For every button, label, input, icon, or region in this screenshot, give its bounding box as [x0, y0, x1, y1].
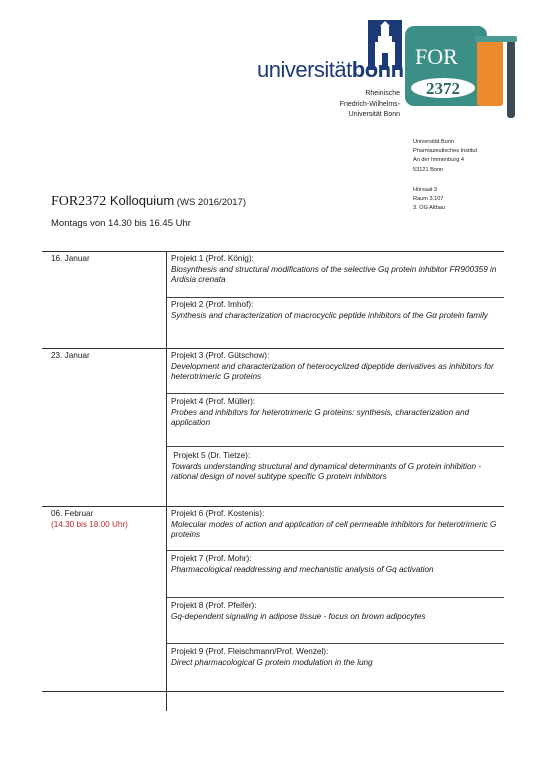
project-entry — [171, 509, 501, 541]
table-rule-date — [42, 506, 504, 507]
wordmark-bold: bonn — [351, 57, 404, 82]
project-entry — [171, 554, 501, 575]
project-topic: Towards understanding structural and dynamical determinants of G protein inhibition - rational design of novel subtype specific G protein inhibitors — [171, 461, 482, 482]
schedule-date — [51, 254, 90, 265]
project-topic: Pharmacological readdressing and mechanistic analysis of Gq activation — [171, 564, 434, 574]
table-rule-date — [42, 348, 504, 349]
university-wordmark — [257, 58, 404, 82]
address-block — [413, 138, 477, 175]
page-subtitle: Montags von 14.30 bis 16.45 Uhr — [51, 218, 191, 229]
address-line: An der Immenburg 4 — [413, 157, 464, 164]
table-rule-inner — [166, 643, 504, 644]
project-topic: Molecular modes of action and application of cell permeable inhibitors for heterotrimeric G proteins — [171, 519, 497, 540]
address-line: Pharmazeutisches Institut — [413, 148, 478, 155]
project-heading: Projekt 2 (Prof. Imhof): — [171, 300, 254, 309]
for2372-logo — [405, 26, 523, 120]
date-time-note: (14.30 bis 18.00 Uhr) — [51, 519, 128, 529]
table-rule-bottom — [42, 691, 504, 692]
university-bonn-logo — [252, 20, 408, 82]
table-rule-inner — [166, 446, 504, 447]
title-semester: (WS 2016/2017) — [174, 197, 246, 208]
project-topic: Gq-dependent signaling in adipose tissue - focus on brown adipocytes — [171, 611, 426, 621]
schedule-date — [51, 509, 128, 530]
project-heading: Projekt 7 (Prof. Mohr): — [171, 554, 252, 563]
title-kolloquium: Kolloquium — [106, 193, 175, 208]
table-rule-inner — [166, 550, 504, 551]
table-rule-inner — [166, 597, 504, 598]
date-label: 16. Januar — [51, 254, 90, 263]
project-topic: Development and characterization of heterocyclized dipeptide derivatives as inhibitors for heterotrimeric G proteins — [171, 361, 494, 382]
address-line: Universität Bonn — [413, 139, 455, 145]
project-heading: Projekt 5 (Dr. Tietze): — [171, 451, 251, 460]
for-logo-top-text: FOR — [415, 44, 458, 69]
room-line: 3. OG Altbau — [413, 205, 446, 212]
project-entry — [171, 601, 501, 622]
page-title — [51, 192, 246, 210]
project-heading: Projekt 3 (Prof. Gütschow): — [171, 351, 270, 360]
table-rule-top — [42, 251, 504, 252]
university-subtitle — [340, 89, 400, 121]
project-entry — [171, 254, 501, 286]
university-sub-line: Friedrich-Wilhelms- — [339, 100, 400, 108]
project-topic: Direct pharmacological G protein modulation in the lung — [171, 657, 373, 667]
project-heading: Projekt 6 (Prof. Kostenis): — [171, 509, 265, 518]
address-line: 53121 Bonn — [413, 166, 444, 173]
table-rule-inner — [166, 297, 504, 298]
project-entry — [171, 647, 501, 668]
schedule-date — [51, 351, 90, 362]
title-for: FOR2372 — [51, 194, 107, 209]
project-heading: Projekt 9 (Prof. Fleischmann/Prof. Wenzel): — [171, 647, 329, 656]
project-heading: Projekt 1 (Prof. König): — [171, 254, 254, 263]
room-line: Hörsaal 3 — [413, 187, 437, 193]
room-block — [413, 186, 445, 214]
project-entry — [171, 300, 501, 321]
university-sub-line: Rheinische — [365, 90, 400, 97]
project-topic: Probes and inhibitors for heterotrimeric G proteins: synthesis, characterization and application — [171, 407, 470, 428]
project-entry — [171, 351, 501, 383]
project-topic: Biosynthesis and structural modifications of the selective Gq protein inhibitor FR900359 in Ardisia crenata — [171, 264, 497, 285]
project-entry — [171, 451, 501, 483]
university-sub-line: Universität Bonn — [348, 111, 400, 118]
project-heading: Projekt 8 (Prof. Pfeifer): — [171, 601, 257, 610]
room-line: Raum 3.107 — [413, 196, 444, 203]
project-entry — [171, 397, 501, 429]
for-logo-bottom-text: 2372 — [426, 79, 460, 98]
date-label: 06. Februar — [51, 509, 94, 518]
table-rule-inner — [166, 393, 504, 394]
table-column-divider — [166, 251, 167, 711]
project-topic: Synthesis and characterization of macrocyclic peptide inhibitors of the Gα protein family — [171, 310, 488, 320]
wordmark-light: universität — [257, 57, 352, 82]
date-label: 23. Januar — [51, 351, 90, 360]
project-heading: Projekt 4 (Prof. Müller): — [171, 397, 256, 406]
